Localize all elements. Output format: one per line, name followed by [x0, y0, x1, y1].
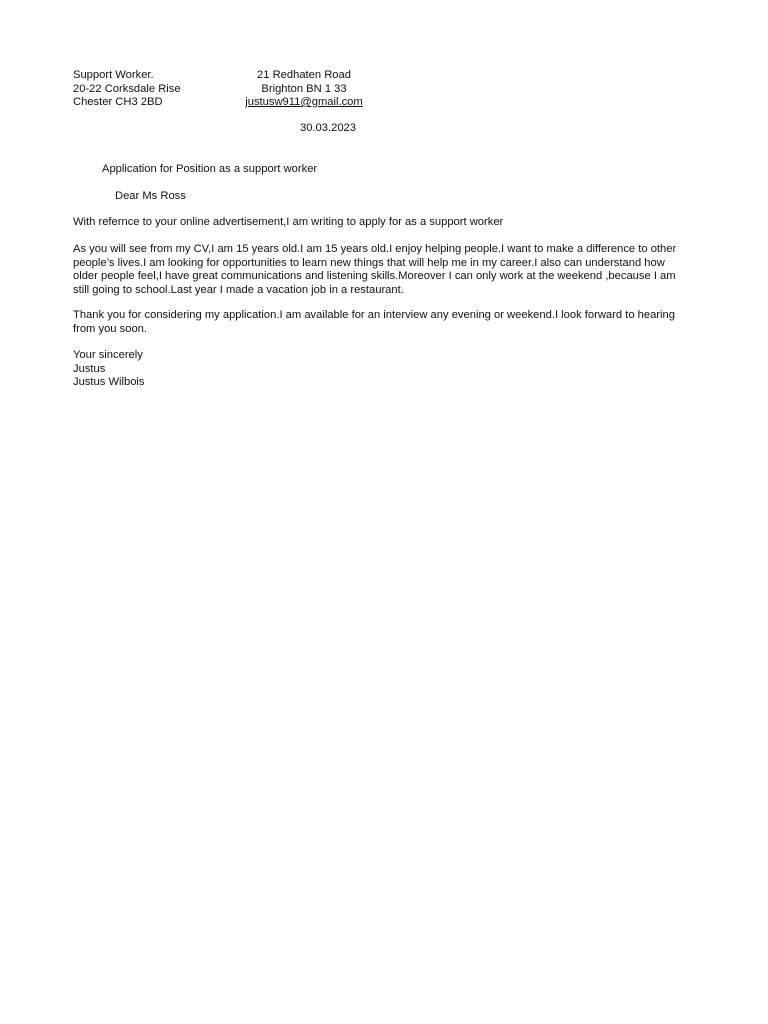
sender-address: [73, 69, 253, 110]
letter-closing: [73, 349, 145, 390]
closing-signoff: Your sincerely: [73, 349, 143, 361]
paragraph-thanks: Thank you for considering my application.I am available for an interview any evening or weekend.I look forward to hearing from you soon.: [73, 309, 675, 335]
letter-greeting: Dear Ms Ross: [115, 190, 186, 202]
letter-date: 30.03.2023: [300, 122, 356, 134]
paragraph-intro: With refernce to your online advertisement,I am writing to apply for as a support worker: [73, 216, 504, 228]
recipient-email-link[interactable]: justusw911@gmail.com: [245, 96, 363, 108]
sender-line-1: Support Worker.: [73, 69, 154, 81]
closing-first-name: Justus: [73, 362, 106, 375]
recipient-line-2: Brighton BN 1 33: [261, 82, 347, 95]
closing-full-name: Justus Wilbois: [73, 376, 145, 388]
recipient-line-1: 21 Redhaten Road: [257, 69, 351, 81]
recipient-address: [234, 69, 374, 110]
paragraph-body: As you will see from my CV,I am 15 years old.I am 15 years old.I enjoy helping people.I want to make a difference to other people’s lives.I am looking for opportunities to learn new things that will help me in my career.I also can understand how older people feel,I have great communications and listening skills.Moreover I can only work at the weekend ,because I am still going to school.Last year I made a vacation job in a restaurant.: [73, 243, 677, 296]
sender-line-2: 20-22 Corksdale Rise: [73, 82, 181, 95]
letter-subject: Application for Position as a support worker: [102, 163, 318, 175]
sender-line-3: Chester CH3 2BD: [73, 96, 163, 108]
